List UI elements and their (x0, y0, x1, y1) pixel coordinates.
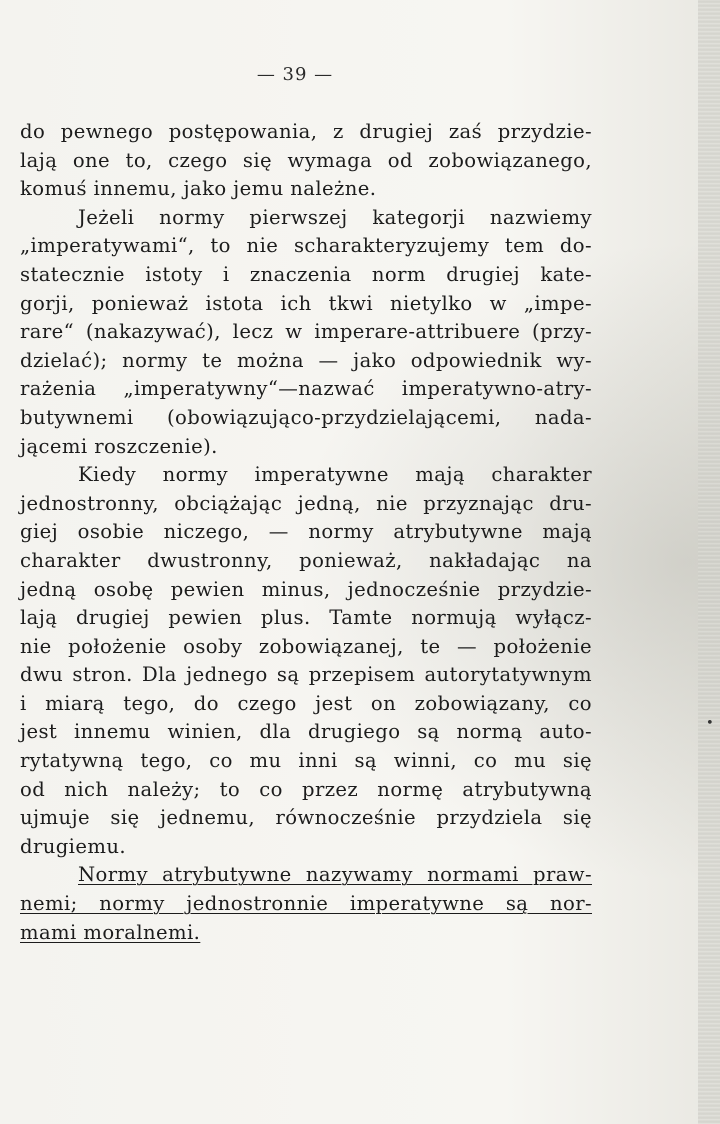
underlined-text-line: nemi; normy jednostronnie imperatywne są nor- (20, 892, 592, 916)
margin-mark: • (706, 716, 714, 731)
underlined-text-line: mami moralnemi. (20, 920, 201, 944)
text-line: Kiedy normy imperatywne mają charakter (78, 463, 592, 487)
text-line: rażenia „imperatywny“—nazwać imperatywno-atry- (20, 377, 592, 401)
text-line: „imperatywami“, to nie scharakteryzujemy tem do- (20, 234, 592, 258)
text-line: lają drugiej pewien plus. Tamte normują wyłącz- (20, 606, 592, 630)
page-edge-shadow (698, 0, 720, 1124)
text-line: i miarą tego, do czego jest on zobowiązany, co (20, 691, 592, 715)
underlined-text-line: Normy atrybutywne nazywamy normami praw- (78, 863, 592, 887)
text-line: jącemi roszczenie). (20, 434, 218, 458)
text-line: statecznie istoty i znaczenia norm drugiej kate- (20, 262, 592, 286)
text-line: jest innemu winien, dla drugiego są normą auto- (20, 720, 592, 744)
body-text (20, 118, 592, 947)
text-line: jedną osobę pewien minus, jednocześnie przydzie- (20, 577, 592, 601)
text-line: gorji, ponieważ istota ich tkwi nietylko w „impe- (20, 291, 592, 315)
text-line: lają one to, czego się wymaga od zobowiązanego, (20, 148, 592, 172)
text-line: ujmuje się jednemu, równocześnie przydziela się (20, 806, 592, 830)
text-line: rare“ (nakazywać), lecz w imperare-attribuere (przy- (20, 320, 592, 344)
text-line: rytatywną tego, co mu inni są winni, co mu się (20, 749, 592, 773)
text-line: Jeżeli normy pierwszej kategorji nazwiemy (78, 205, 592, 229)
text-line: dwu stron. Dla jednego są przepisem autorytatywnym (20, 663, 592, 687)
text-line: od nich należy; to co przez normę atrybutywną (20, 777, 592, 801)
text-line: komuś innemu, jako jemu należne. (20, 177, 377, 201)
text-line: nie położenie osoby zobowiązanej, te — położenie (20, 634, 592, 658)
page-number: — 39 — (256, 64, 334, 85)
text-line: do pewnego postępowania, z drugiej zaś przydzie- (20, 120, 592, 143)
text-line: drugiemu. (20, 834, 126, 858)
text-line: butywnemi (obowiązująco-przydzielającemi, nada- (20, 405, 592, 429)
text-line: charakter dwustronny, ponieważ, nakładając na (20, 548, 592, 572)
text-line: dzielać); normy te można — jako odpowiednik wy- (20, 348, 592, 372)
text-line: giej osobie niczego, — normy atrybutywne mają (20, 520, 592, 544)
text-line: jednostronny, obciążając jedną, nie przyznając dru- (20, 491, 592, 515)
